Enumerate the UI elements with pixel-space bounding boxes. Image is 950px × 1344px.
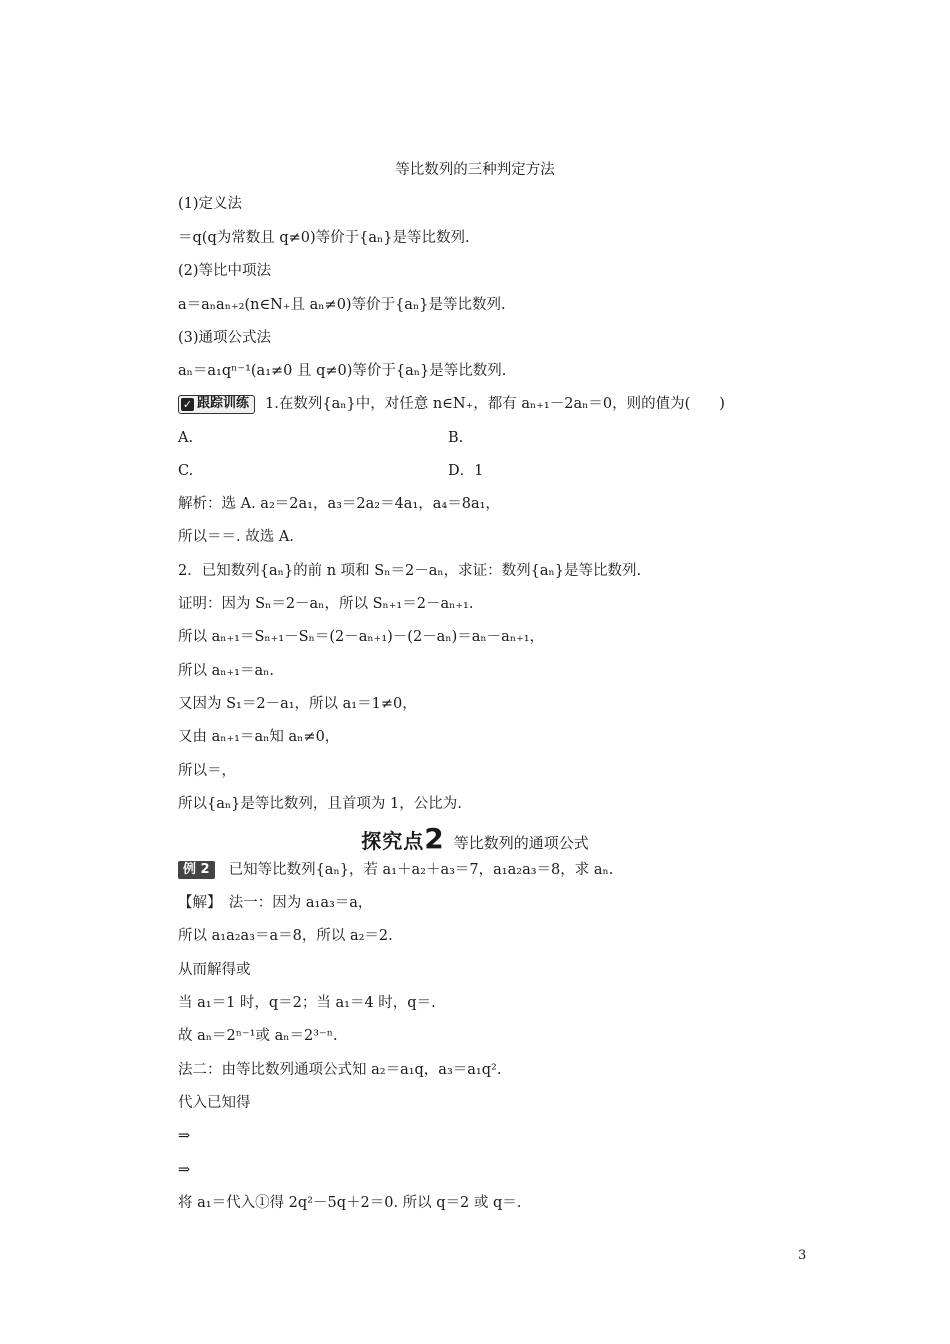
proof-line: 所以＝， [178, 763, 236, 779]
options-row [178, 428, 678, 448]
text-line: a＝aₙaₙ₊₂(n∈N₊且 aₙ≠0)等价于{aₙ}是等比数列. [178, 297, 506, 313]
text-line: aₙ＝a₁qⁿ⁻¹(a₁≠0 且 q≠0)等价于{aₙ}是等比数列. [178, 363, 507, 379]
option-a: A. [178, 430, 194, 446]
track-question-line [178, 394, 725, 414]
option-d: D．1 [448, 463, 484, 479]
solution-line: ⇒ [178, 1128, 191, 1144]
text-line: (3)通项公式法 [178, 330, 272, 346]
proof-line: 所以 aₙ₊₁＝Sₙ₊₁－Sₙ＝(2－aₙ₊₁)－(2－aₙ)＝aₙ－aₙ₊₁， [178, 629, 545, 645]
solution-line: 所以 a₁a₂a₃＝a＝8，所以 a₂＝2. [178, 928, 393, 944]
text-line: ＝q(q为常数且 q≠0)等价于{aₙ}是等比数列. [178, 230, 470, 246]
solution-line: 当 a₁＝1 时，q＝2；当 a₁＝4 时，q＝. [178, 995, 436, 1011]
solution-line: 将 a₁＝代入①得 2q²－5q＋2＝0. 所以 q＝2 或 q＝. [178, 1195, 522, 1211]
text-line: (1)定义法 [178, 196, 243, 212]
solution-line: 所以＝＝. 故选 A. [178, 529, 294, 545]
solution-line: 故 aₙ＝2ⁿ⁻¹或 aₙ＝2³⁻ⁿ. [178, 1028, 338, 1044]
section-title: 探究点 [361, 829, 425, 853]
option-c: C. [178, 463, 194, 479]
solution-line: 【解】 法一：因为 a₁a₃＝a， [178, 895, 373, 911]
solution-line: 从而解得或 [178, 962, 251, 978]
options-row [178, 461, 678, 481]
proof-line: 又由 aₙ₊₁＝aₙ知 aₙ≠0， [178, 729, 340, 745]
check-icon: ✓ [182, 397, 193, 411]
proof-line: 所以{aₙ}是等比数列，且首项为 1，公比为. [178, 796, 462, 812]
track-question-1: 1.在数列{aₙ}中，对任意 n∈N₊，都有 aₙ₊₁－2aₙ＝0，则的值为( ) [265, 396, 725, 412]
proof-line: 又因为 S₁＝2－a₁，所以 a₁＝1≠0， [178, 696, 417, 712]
method-heading: 等比数列的三种判定方法 [395, 162, 555, 178]
example-question: 已知等比数列{aₙ}，若 a₁＋a₂＋a₃＝7，a₁a₂a₃＝8，求 aₙ. [228, 862, 614, 878]
solution-line: 法二：由等比数列通项公式知 a₂＝a₁q，a₃＝a₁q². [178, 1062, 502, 1078]
proof-line: 所以 aₙ₊₁＝aₙ. [178, 663, 275, 679]
solution-line: ⇒ [178, 1162, 191, 1178]
section-subtitle: 等比数列的通项公式 [453, 834, 589, 852]
text-line: (2)等比中项法 [178, 263, 272, 279]
example-badge: 例 2 [178, 861, 215, 879]
proof-line: 证明：因为 Sₙ＝2－aₙ，所以 Sₙ₊₁＝2－aₙ₊₁. [178, 596, 474, 612]
page-number: 3 [798, 1248, 807, 1263]
solution-line: 代入已知得 [178, 1095, 251, 1111]
track-question-2: 2．已知数列{aₙ}的前 n 项和 Sₙ＝2－aₙ，求证：数列{aₙ}是等比数列. [178, 563, 642, 579]
track-badge: ✓ 跟踪训练 [178, 395, 255, 414]
option-b: B. [448, 430, 464, 446]
section-heading [0, 822, 950, 855]
solution-line: 解析：选 A. a₂＝2a₁，a₃＝2a₂＝4a₁，a₄＝8a₁， [178, 496, 500, 512]
section-number: 2 [424, 822, 444, 855]
example-question-line [178, 860, 613, 880]
